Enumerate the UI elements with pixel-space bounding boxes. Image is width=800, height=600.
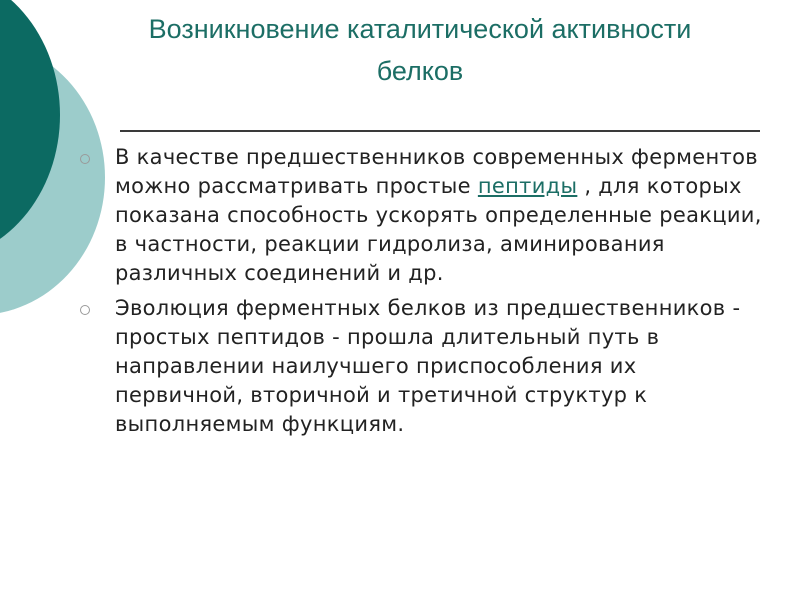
bullet-circle-icon xyxy=(80,154,90,164)
bullet-item-2 xyxy=(75,294,765,439)
bullet-2-text: Эволюция ферментных белков из предшественников - простых пептидов - прошла длительный путь в направлении наилучшего приспособления их первичной, вторичной и третичной структур к выполняемым функциям. xyxy=(115,296,741,436)
bullet-list xyxy=(75,143,765,445)
title-divider xyxy=(120,130,760,132)
bullet-circle-icon xyxy=(80,305,90,315)
bullet-1-text-end: , для которых показана способность ускорять определенные реакции, в частности, реакции гидролиза, аминирования различных соединений и др. xyxy=(115,174,762,285)
bullet-item-1 xyxy=(75,143,765,288)
peptides-link[interactable]: пептиды xyxy=(477,174,578,198)
bullet-1-text-start: В качестве предшественников современных ферментов можно рассматривать простые xyxy=(115,145,758,198)
slide-title: Возникновение каталитической активности белков xyxy=(148,14,692,86)
